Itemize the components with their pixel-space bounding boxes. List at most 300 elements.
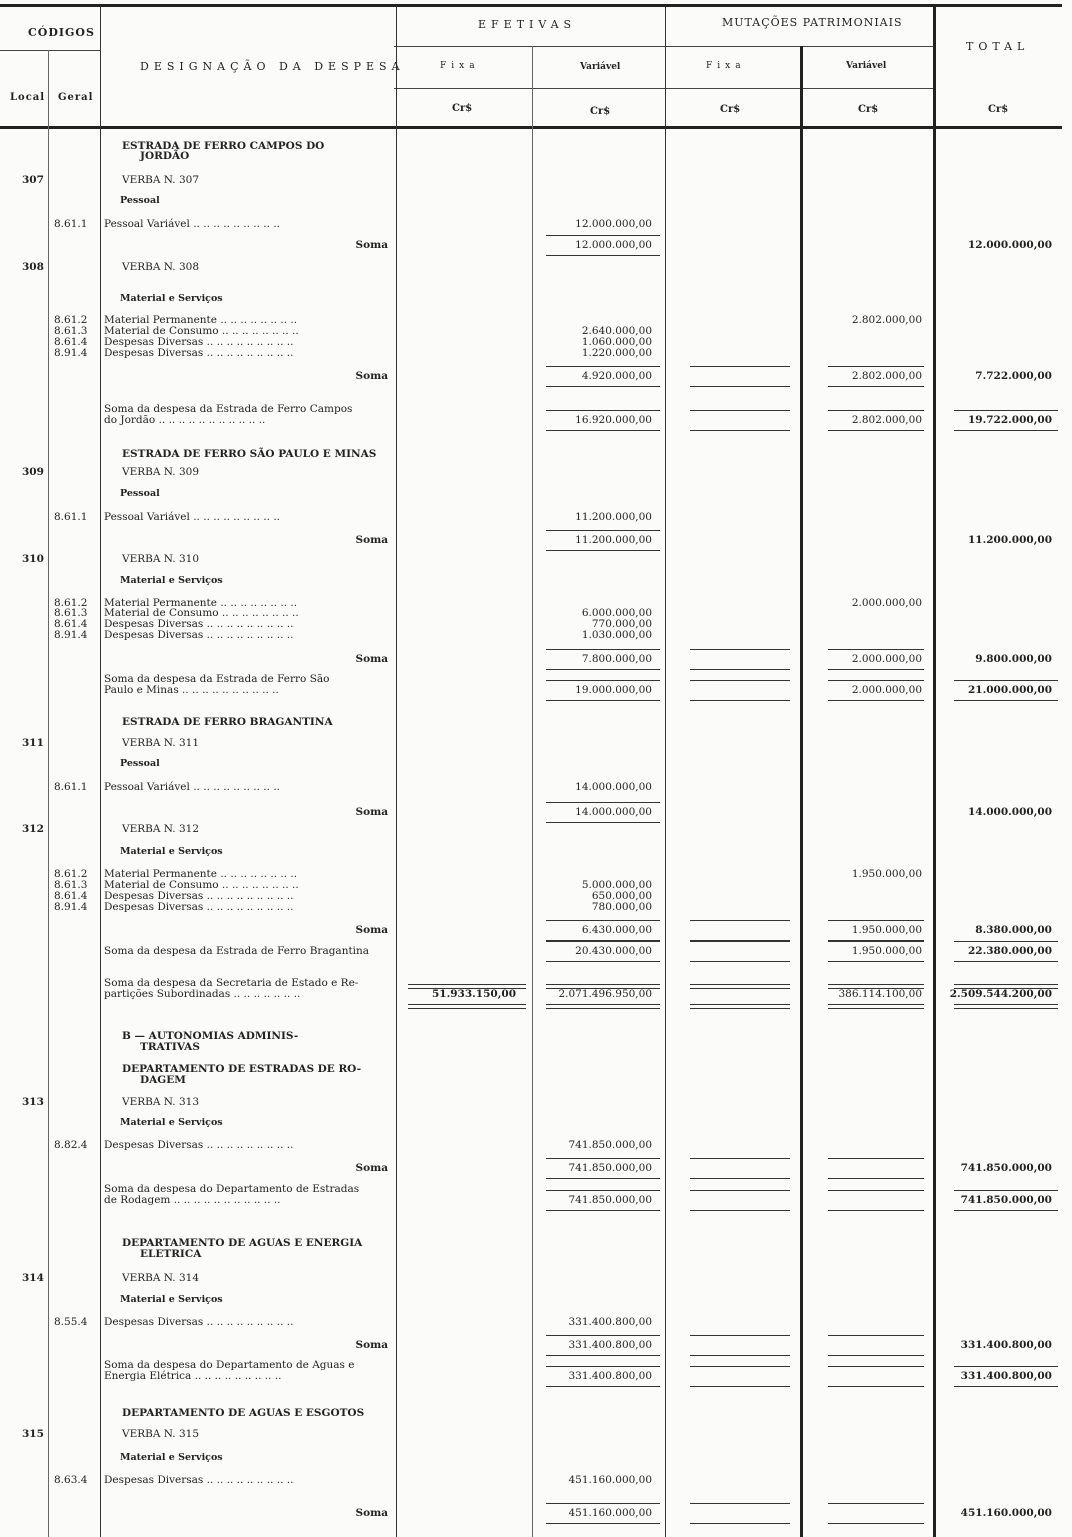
expense-description: do Jordão .. .. .. .. .. .. .. .. .. .. .. [104, 414, 266, 426]
soma-label: Soma [355, 370, 388, 382]
sum-rule [546, 1158, 660, 1159]
header-mfixa: Fixa [706, 61, 746, 71]
expense-description: Despesas Diversas .. .. .. .. .. .. .. .. .. [104, 1474, 294, 1486]
expense-description: Despesas Diversas .. .. .. .. .. .. .. .. .. [104, 1316, 294, 1328]
table-row [0, 150, 1072, 162]
value-mut-variavel: 2.000.000,00 [851, 653, 922, 665]
sum-rule-under [690, 1523, 790, 1524]
table-row [0, 1370, 1072, 1382]
value-variavel: 1.030.000,00 [581, 629, 652, 641]
currency-total: Cr$ [988, 104, 1009, 115]
sum-rule-under [690, 430, 790, 431]
sum-rule-under [546, 255, 660, 256]
table-row [0, 716, 1072, 728]
sum-rule [690, 1190, 790, 1191]
value-total: 331.400.800,00 [960, 1370, 1052, 1382]
currency-mvariavel: Cr$ [858, 104, 879, 115]
sum-rule [546, 1503, 660, 1504]
expense-description: VERBA N. 311 [122, 737, 200, 749]
soma-label: Soma [355, 924, 388, 936]
table-row [0, 901, 1072, 913]
sum-rule-under [954, 1004, 1058, 1009]
table-row [0, 1096, 1072, 1108]
sum-rule [828, 1366, 924, 1367]
table-row [0, 553, 1072, 565]
value-total: 331.400.800,00 [960, 1339, 1052, 1351]
currency-fixa: Cr$ [452, 103, 473, 114]
value-variavel: 7.800.000,00 [581, 653, 652, 665]
table-row [0, 758, 1072, 770]
sum-rule [690, 1503, 790, 1504]
code-geral: 8.55.4 [54, 1316, 88, 1328]
expense-description: VERBA N. 308 [122, 261, 200, 273]
value-variavel: 4.920.000,00 [581, 370, 652, 382]
sum-rule [690, 1335, 790, 1336]
sum-rule-under [690, 1178, 790, 1179]
expense-description: Despesas Diversas .. .. .. .. .. .. .. .. .. [104, 336, 294, 348]
sum-rule-under [828, 386, 924, 387]
code-geral: 8.61.3 [54, 879, 88, 891]
sum-rule-under [690, 1386, 790, 1387]
table-row [0, 575, 1072, 587]
expense-description: ELETRICA [140, 1248, 202, 1260]
sum-rule-under [408, 1004, 526, 1009]
value-variavel: 331.400.800,00 [568, 1339, 652, 1351]
expense-description: DEPARTAMENTO DE AGUAS E ENERGIA [122, 1237, 363, 1249]
value-variavel: 741.850.000,00 [568, 1139, 652, 1151]
header-geral: Geral [58, 92, 94, 103]
code-geral: 8.61.4 [54, 336, 88, 348]
sum-rule [954, 680, 1058, 681]
code-geral: 8.61.2 [54, 597, 88, 609]
col-sep-mvar [933, 6, 936, 1537]
col-sep-geral [100, 6, 101, 1537]
sum-rule-under [828, 1178, 924, 1179]
code-geral: 8.61.3 [54, 325, 88, 337]
sum-rule [828, 1158, 924, 1159]
table-row [0, 1074, 1072, 1086]
code-geral: 8.61.3 [54, 607, 88, 619]
code-geral: 8.91.4 [54, 901, 88, 913]
table-row [0, 684, 1072, 696]
sum-rule-under [546, 961, 660, 962]
code-geral: 8.91.4 [54, 629, 88, 641]
sum-rule [690, 1366, 790, 1367]
sum-rule-under [546, 430, 660, 431]
sum-rule [828, 680, 924, 681]
value-fixa: 51.933.150,00 [431, 988, 516, 1000]
expense-description: VERBA N. 314 [122, 1272, 200, 1284]
sum-rule [690, 680, 790, 681]
code-local: 315 [22, 1428, 44, 1440]
sum-rule-under [828, 1355, 924, 1356]
expense-description: Soma da despesa da Estrada de Ferro São [104, 673, 330, 685]
sum-rule-under [690, 386, 790, 387]
sum-rule [408, 984, 526, 989]
sum-rule-under [690, 700, 790, 701]
sum-rule [690, 920, 790, 921]
table-row [0, 195, 1072, 207]
value-mut-variavel: 2.802.000,00 [851, 414, 922, 426]
header-mutacoes: MUTAÇÕES PATRIMONIAIS [722, 16, 903, 29]
value-mut-variavel: 1.950.000,00 [851, 868, 922, 880]
expense-description: Pessoal Variável .. .. .. .. .. .. .. .. .. [104, 781, 280, 793]
table-row [0, 823, 1072, 835]
table-row [0, 924, 1072, 936]
table-row [0, 1316, 1072, 1328]
table-row [0, 1407, 1072, 1419]
sum-rule [954, 1366, 1058, 1367]
value-variavel: 2.640.000,00 [581, 325, 652, 337]
value-variavel: 650.000,00 [591, 890, 652, 902]
value-total: 741.850.000,00 [960, 1162, 1052, 1174]
sum-rule-under [828, 1004, 924, 1009]
code-local: 309 [22, 466, 44, 478]
code-local: 310 [22, 553, 44, 565]
sum-rule [828, 366, 924, 367]
sum-rule-under [828, 1210, 924, 1211]
header-rule-1 [394, 46, 934, 47]
header-local: Local [10, 92, 46, 103]
table-row [0, 293, 1072, 305]
expense-description: Despesas Diversas .. .. .. .. .. .. .. .. .. [104, 618, 294, 630]
table-row [0, 448, 1072, 460]
table-row [0, 466, 1072, 478]
table-row [0, 261, 1072, 273]
sum-rule-under [954, 700, 1058, 701]
sum-rule [690, 366, 790, 367]
expense-description: Pessoal [120, 758, 160, 769]
expense-description: JORDÃO [140, 150, 190, 162]
expense-description: Pessoal Variável .. .. .. .. .. .. .. .. .. [104, 218, 280, 230]
expense-description: DEPARTAMENTO DE ESTRADAS DE RO- [122, 1063, 362, 1075]
sum-rule [690, 410, 790, 411]
header-rule-2 [394, 88, 934, 89]
table-row [0, 534, 1072, 546]
value-mut-variavel: 2.802.000,00 [851, 314, 922, 326]
sum-rule-under [546, 700, 660, 701]
sum-rule [546, 1335, 660, 1336]
soma-label: Soma [355, 1507, 388, 1519]
expense-description: Material Permanente .. .. .. .. .. .. .. .. [104, 597, 298, 609]
sum-rule [546, 680, 660, 681]
code-geral: 8.61.1 [54, 781, 88, 793]
table-row [0, 1294, 1072, 1306]
value-variavel: 1.220.000,00 [581, 347, 652, 359]
value-total: 14.000.000,00 [967, 806, 1052, 818]
sum-rule [690, 1158, 790, 1159]
sum-rule-under [546, 1355, 660, 1356]
value-total: 451.160.000,00 [960, 1507, 1052, 1519]
sum-rule-under [954, 1386, 1058, 1387]
sum-rule-under [690, 1210, 790, 1211]
sum-rule-under [828, 1523, 924, 1524]
sum-rule-under [690, 669, 790, 670]
value-mut-variavel: 1.950.000,00 [851, 945, 922, 957]
value-variavel: 14.000.000,00 [575, 806, 652, 818]
value-variavel: 19.000.000,00 [575, 684, 652, 696]
sum-rule-under [690, 961, 790, 962]
sum-rule [828, 984, 924, 989]
expense-description: de Rodagem .. .. .. .. .. .. .. .. .. .. .. [104, 1194, 281, 1206]
table-row [0, 1452, 1072, 1464]
sum-rule-under [546, 1210, 660, 1211]
value-mut-variavel: 2.000.000,00 [851, 684, 922, 696]
sum-rule [546, 530, 660, 531]
table-row [0, 414, 1072, 426]
expense-description: Despesas Diversas .. .. .. .. .. .. .. .. .. [104, 901, 294, 913]
code-geral: 8.91.4 [54, 347, 88, 359]
sum-rule-under [828, 669, 924, 670]
value-variavel: 11.200.000,00 [575, 511, 652, 523]
value-variavel: 780.000,00 [591, 901, 652, 913]
sum-rule [690, 984, 790, 989]
sum-rule [954, 1190, 1058, 1191]
value-mut-variavel: 1.950.000,00 [851, 924, 922, 936]
expense-description: VERBA N. 309 [122, 466, 200, 478]
expense-description: Material de Consumo .. .. .. .. .. .. .. .. [104, 879, 299, 891]
soma-label: Soma [355, 1162, 388, 1174]
expense-description: Pessoal [120, 488, 160, 499]
value-variavel: 5.000.000,00 [581, 879, 652, 891]
sum-rule [546, 366, 660, 367]
code-local: 314 [22, 1272, 44, 1284]
expense-description: Material e Serviços [120, 575, 223, 586]
expense-description: DEPARTAMENTO DE AGUAS E ESGOTOS [122, 1407, 365, 1419]
value-variavel: 12.000.000,00 [575, 218, 652, 230]
currency-variavel: Cr$ [590, 106, 611, 117]
expense-description: Paulo e Minas .. .. .. .. .. .. .. .. .. .. [104, 684, 279, 696]
expense-description: Despesas Diversas .. .. .. .. .. .. .. .. .. [104, 1139, 294, 1151]
col-sep-desc [396, 6, 397, 1537]
table-row [0, 1339, 1072, 1351]
value-variavel: 6.000.000,00 [581, 607, 652, 619]
code-local: 311 [22, 737, 44, 749]
expense-description: VERBA N. 307 [122, 174, 200, 186]
expense-description: Material de Consumo .. .. .. .. .. .. .. .. [104, 325, 299, 337]
sum-rule [546, 920, 660, 921]
value-mut-variavel: 386.114.100,00 [838, 988, 922, 1000]
expense-description: Soma da despesa do Departamento de Estradas [104, 1183, 360, 1195]
sum-rule-under [954, 961, 1058, 962]
sum-rule-under [690, 1004, 790, 1009]
soma-label: Soma [355, 534, 388, 546]
expense-description: Material e Serviços [120, 293, 223, 304]
expense-description: DAGEM [140, 1074, 186, 1086]
table-row [0, 846, 1072, 858]
value-variavel: 770.000,00 [591, 618, 652, 630]
value-variavel: 14.000.000,00 [575, 781, 652, 793]
table-row [0, 1139, 1072, 1151]
soma-label: Soma [355, 806, 388, 818]
value-total: 12.000.000,00 [967, 239, 1052, 251]
expense-description: Soma da despesa do Departamento de Aguas e [104, 1359, 355, 1371]
table-row [0, 1507, 1072, 1519]
value-variavel: 451.160.000,00 [568, 1474, 652, 1486]
value-total: 7.722.000,00 [975, 370, 1052, 382]
expense-description: Material e Serviços [120, 846, 223, 857]
table-row [0, 1117, 1072, 1129]
table-row [0, 781, 1072, 793]
value-total: 9.800.000,00 [975, 653, 1052, 665]
sum-rule [546, 1190, 660, 1191]
code-geral: 8.61.2 [54, 868, 88, 880]
soma-label: Soma [355, 1339, 388, 1351]
sum-rule [690, 649, 790, 650]
value-variavel: 6.430.000,00 [581, 924, 652, 936]
value-total: 19.722.000,00 [967, 414, 1052, 426]
expense-description: Energia Elétrica .. .. .. .. .. .. .. .. .. [104, 1370, 282, 1382]
code-local: 307 [22, 174, 44, 186]
expense-description: TRATIVAS [140, 1041, 200, 1053]
value-total: 11.200.000,00 [967, 534, 1052, 546]
expense-description: VERBA N. 315 [122, 1428, 200, 1440]
expense-description: VERBA N. 313 [122, 1096, 200, 1108]
table-row [0, 1474, 1072, 1486]
expense-description: Soma da despesa da Estrada de Ferro Campos [104, 403, 353, 415]
sum-rule-under [828, 430, 924, 431]
value-total: 22.380.000,00 [967, 945, 1052, 957]
expense-description: Material Permanente .. .. .. .. .. .. .. .. [104, 868, 298, 880]
expense-description: Soma da despesa da Secretaria de Estado e Re- [104, 977, 359, 989]
expense-description: VERBA N. 310 [122, 553, 200, 565]
sum-rule-under [828, 961, 924, 962]
value-total: 741.850.000,00 [960, 1194, 1052, 1206]
value-variavel: 20.430.000,00 [575, 945, 652, 957]
sum-rule-under [546, 386, 660, 387]
sum-rule-under [546, 669, 660, 670]
code-geral: 8.82.4 [54, 1139, 88, 1151]
sum-rule [828, 941, 924, 942]
sum-rule [546, 410, 660, 411]
expense-description: ESTRADA DE FERRO SÃO PAULO E MINAS [122, 448, 377, 460]
table-row [0, 1041, 1072, 1053]
value-mut-variavel: 2.000.000,00 [851, 597, 922, 609]
expense-description: Soma da despesa da Estrada de Ferro Bragantina [104, 945, 370, 957]
expense-description: Pessoal [120, 195, 160, 206]
sum-rule [546, 235, 660, 236]
sum-rule [546, 941, 660, 942]
code-geral: 8.61.1 [54, 218, 88, 230]
sum-rule-under [546, 1004, 660, 1009]
currency-mfixa: Cr$ [720, 104, 741, 115]
sum-rule-under [954, 430, 1058, 431]
expense-description: Despesas Diversas .. .. .. .. .. .. .. .. .. [104, 890, 294, 902]
top-rule [0, 4, 1062, 7]
expense-description: B — AUTONOMIAS ADMINIS- [122, 1030, 299, 1042]
expense-description: Despesas Diversas .. .. .. .. .. .. .. .. .. [104, 347, 294, 359]
table-row [0, 1248, 1072, 1260]
expense-description: Material de Consumo .. .. .. .. .. .. .. .. [104, 607, 299, 619]
sum-rule [828, 1503, 924, 1504]
sum-rule [828, 410, 924, 411]
header-efetivas: EFETIVAS [478, 18, 577, 31]
code-local: 312 [22, 823, 44, 835]
sum-rule-under [690, 1355, 790, 1356]
expense-description: Material e Serviços [120, 1117, 223, 1128]
sum-rule-under [954, 1210, 1058, 1211]
sum-rule [954, 984, 1058, 989]
table-row [0, 239, 1072, 251]
value-total: 8.380.000,00 [975, 924, 1052, 936]
value-variavel: 451.160.000,00 [568, 1507, 652, 1519]
table-row [0, 806, 1072, 818]
value-variavel: 1.060.000,00 [581, 336, 652, 348]
table-row [0, 1272, 1072, 1284]
value-mut-variavel: 2.802.000,00 [851, 370, 922, 382]
header-rule-codes [0, 50, 100, 51]
expense-description: ESTRADA DE FERRO CAMPOS DO [122, 140, 325, 152]
sum-rule-under [546, 550, 660, 551]
expense-description: ESTRADA DE FERRO BRAGANTINA [122, 716, 333, 728]
table-row [0, 511, 1072, 523]
sum-rule [828, 1335, 924, 1336]
header-total: TOTAL [966, 40, 1030, 53]
code-local: 308 [22, 261, 44, 273]
sum-rule [954, 941, 1058, 942]
table-row [0, 370, 1072, 382]
table-row [0, 1194, 1072, 1206]
sum-rule [690, 941, 790, 942]
table-row [0, 488, 1072, 500]
sum-rule [828, 1190, 924, 1191]
table-row [0, 218, 1072, 230]
sum-rule [546, 1366, 660, 1367]
header-mvariavel: Variável [846, 61, 887, 71]
sum-rule [828, 649, 924, 650]
header-codigos: CÓDIGOS [28, 26, 95, 39]
expense-description: Despesas Diversas .. .. .. .. .. .. .. .. .. [104, 629, 294, 641]
header-designacao: DESIGNAÇÃO DA DESPESA [140, 60, 405, 73]
table-row [0, 1162, 1072, 1174]
sum-rule [546, 649, 660, 650]
value-variavel: 12.000.000,00 [575, 239, 652, 251]
sum-rule-under [546, 1523, 660, 1524]
table-row [0, 653, 1072, 665]
header-fixa: Fixa [440, 61, 480, 71]
code-geral: 8.61.2 [54, 314, 88, 326]
value-variavel: 331.400.800,00 [568, 1370, 652, 1382]
value-variavel: 11.200.000,00 [575, 534, 652, 546]
soma-label: Soma [355, 653, 388, 665]
code-geral: 8.61.4 [54, 890, 88, 902]
value-variavel: 2.071.496.950,00 [558, 988, 652, 1000]
table-row [0, 737, 1072, 749]
table-row [0, 174, 1072, 186]
sum-rule-under [828, 700, 924, 701]
expense-description: Material e Serviços [120, 1294, 223, 1305]
table-row [0, 988, 1072, 1000]
code-local: 313 [22, 1096, 44, 1108]
value-total: 2.509.544.200,00 [949, 988, 1052, 1000]
sum-rule [546, 802, 660, 803]
table-row [0, 347, 1072, 359]
table-row [0, 945, 1072, 957]
value-total: 21.000.000,00 [967, 684, 1052, 696]
sum-rule-under [828, 1386, 924, 1387]
header-variavel: Variável [580, 62, 621, 72]
code-geral: 8.61.4 [54, 618, 88, 630]
sum-rule-under [546, 1386, 660, 1387]
expense-description: Material Permanente .. .. .. .. .. .. .. .. [104, 314, 298, 326]
sum-rule [954, 410, 1058, 411]
soma-label: Soma [355, 239, 388, 251]
table-row [0, 1428, 1072, 1440]
table-row [0, 629, 1072, 641]
expense-description: VERBA N. 312 [122, 823, 200, 835]
value-variavel: 331.400.800,00 [568, 1316, 652, 1328]
expense-description: Pessoal Variável .. .. .. .. .. .. .. .. .. [104, 511, 280, 523]
